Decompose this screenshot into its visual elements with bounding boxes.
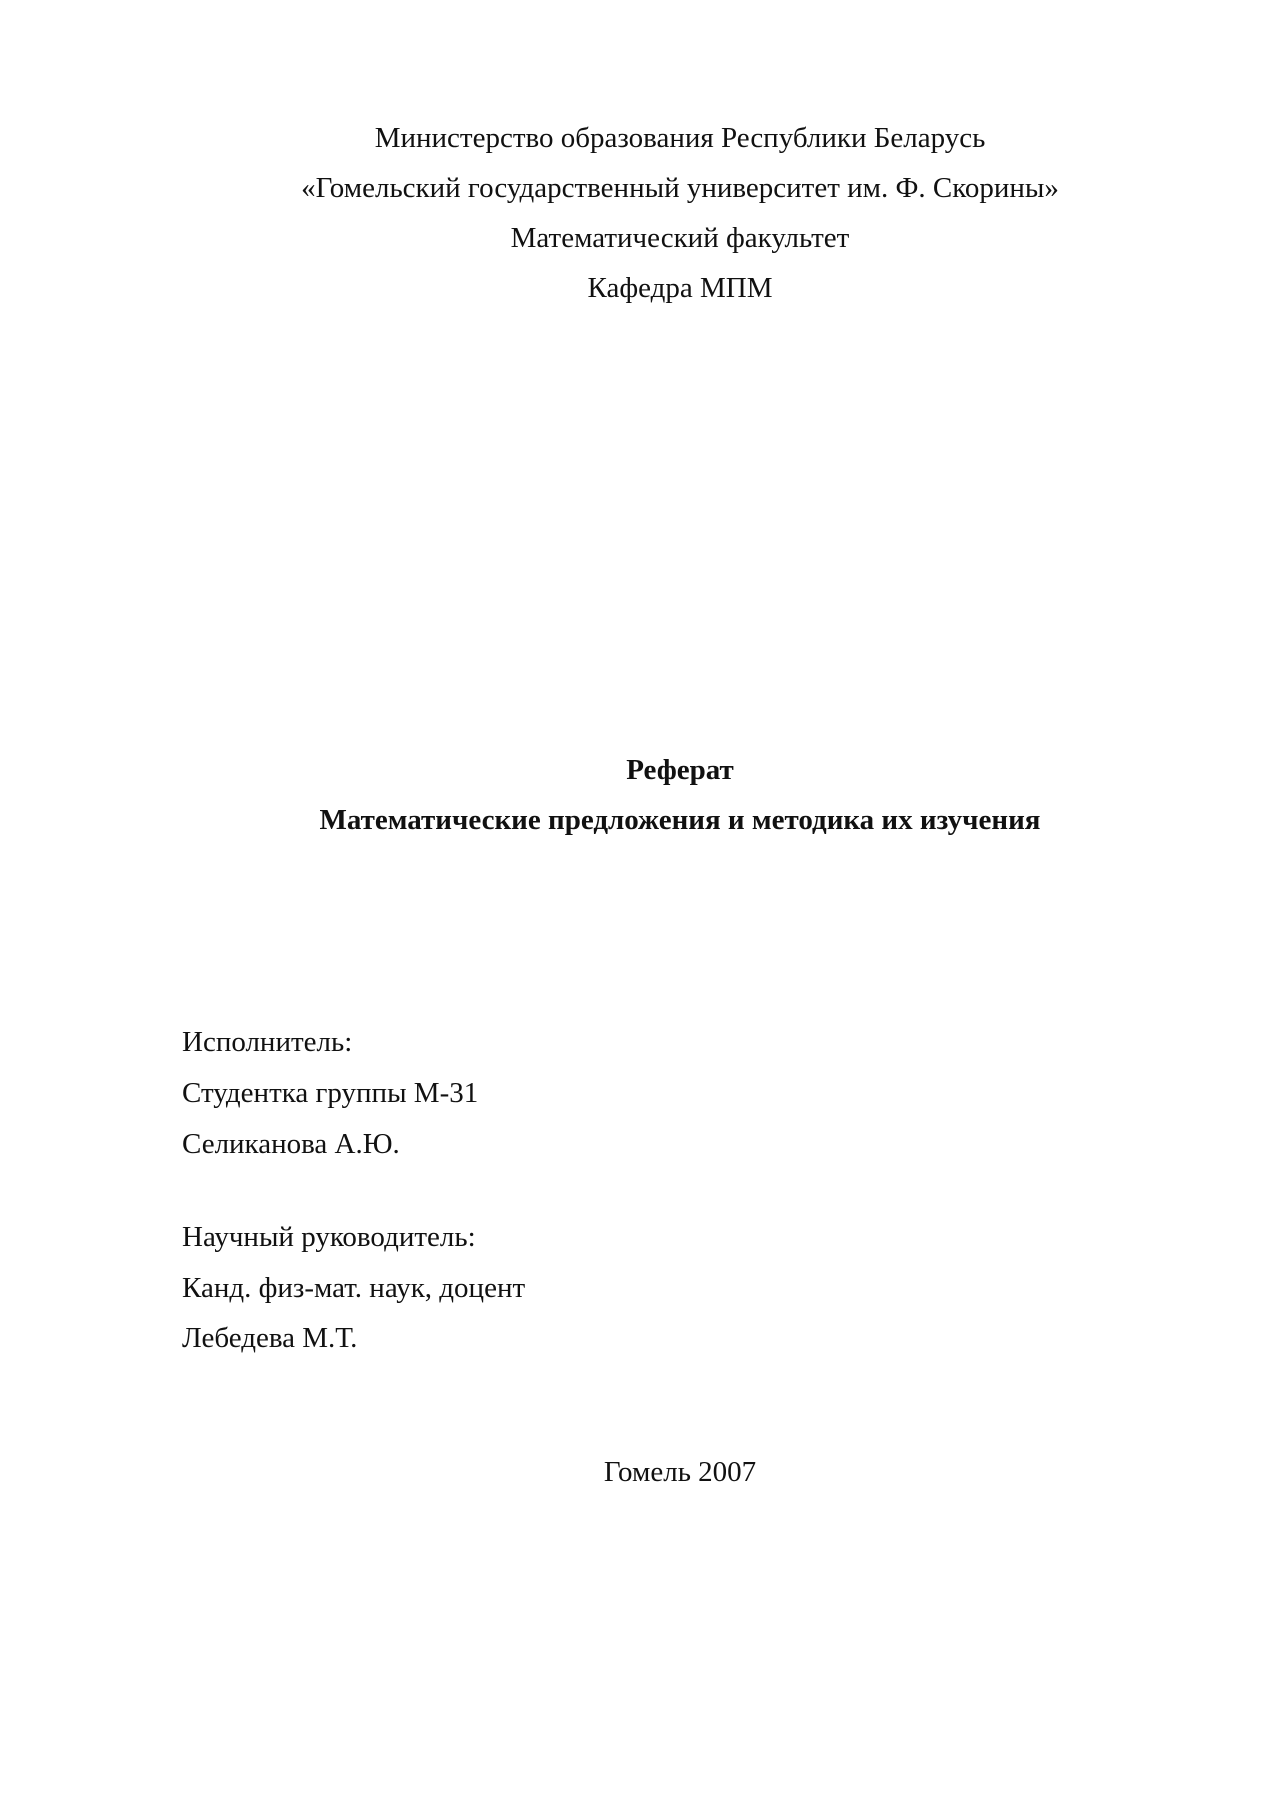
supervisor-label: Научный руководитель: <box>182 1221 476 1253</box>
department-line: Кафедра МПМ <box>587 272 773 304</box>
university-line: «Гомельский государственный университет им. Ф. Скорины» <box>301 172 1059 204</box>
document-kind: Реферат <box>626 754 734 786</box>
document-topic: Математические предложения и методика их изучения <box>319 804 1041 836</box>
ministry-line: Министерство образования Республики Беларусь <box>374 122 986 154</box>
author-name: Селиканова А.Ю. <box>182 1128 400 1160</box>
author-label: Исполнитель: <box>182 1026 353 1058</box>
faculty-line: Математический факультет <box>510 222 850 254</box>
supervisor-name: Лебедева М.Т. <box>182 1322 358 1354</box>
supervisor-position: Канд. физ-мат. наук, доцент <box>182 1272 526 1304</box>
place-year: Гомель 2007 <box>603 1456 757 1488</box>
author-position: Студентка группы М-31 <box>182 1077 479 1109</box>
